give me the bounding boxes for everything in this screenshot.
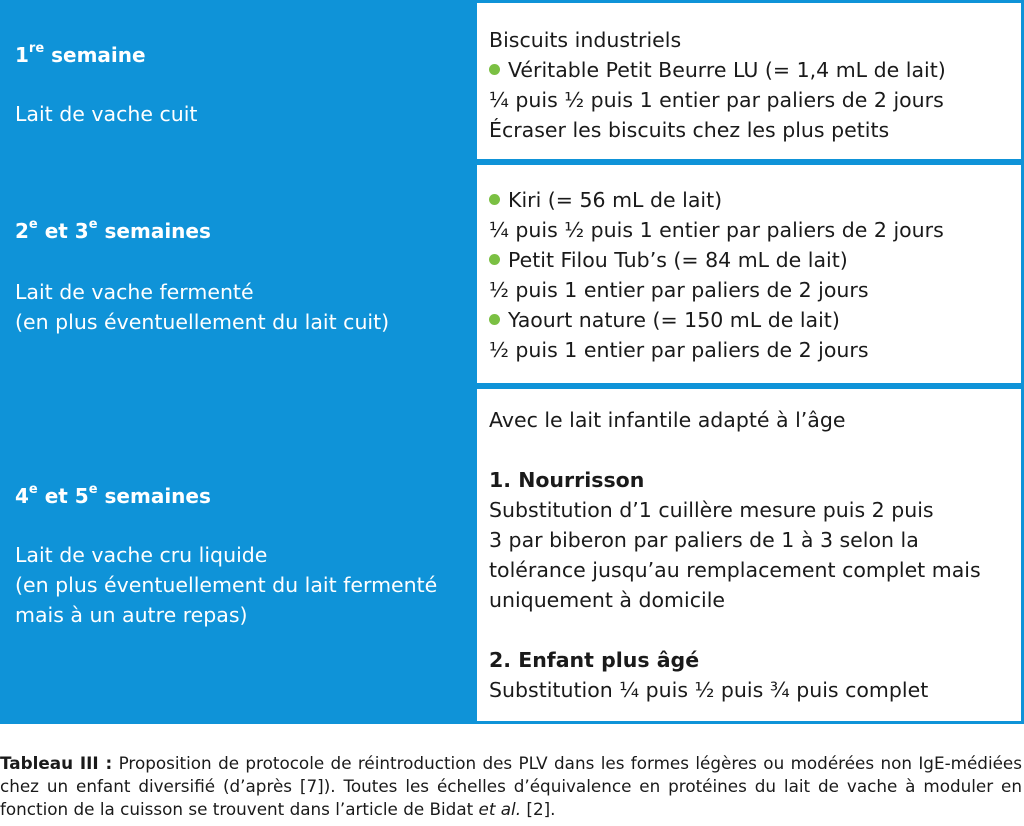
week-number: 1 <box>15 43 29 67</box>
week-cell <box>0 389 472 724</box>
list-item: Kiri (= 56 mL de lait) <box>489 185 1021 215</box>
list-item: Véritable Petit Beurre LU (= 1,4 mL de lait) <box>489 55 1021 85</box>
food-cell <box>477 165 1021 383</box>
list-item: tolérance jusqu’au remplacement complet mais <box>489 558 981 582</box>
bullet-icon <box>489 194 500 205</box>
food-cell <box>477 3 1021 159</box>
table-row-week-1 <box>0 0 1024 162</box>
list-item: Écraser les biscuits chez les plus petits <box>489 118 890 142</box>
week-title: 4e et 5e semaines <box>15 482 211 508</box>
milk-type <box>15 99 197 129</box>
list-item: Substitution d’1 cuillère mesure puis 2 puis <box>489 498 934 522</box>
week-title <box>15 42 146 68</box>
week-cell <box>0 0 472 162</box>
list-item: Petit Filou Tub’s (= 84 mL de lait) <box>489 245 1021 275</box>
intro-text: Avec le lait infantile adapté à l’âge <box>489 408 846 432</box>
week-cell <box>0 165 472 386</box>
caption-label: Tableau III : <box>0 753 113 773</box>
week-title: 2e et 3e semaines <box>15 217 211 243</box>
table-row-weeks-4-5 <box>0 389 1024 724</box>
section-title-child: 2. Enfant plus âgé <box>489 648 700 672</box>
list-item: Substitution ¼ puis ½ puis ¾ puis complet <box>489 678 929 702</box>
table-caption <box>0 752 1022 821</box>
caption-italic: et al. <box>478 799 522 819</box>
list-item: ¼ puis ½ puis 1 entier par paliers de 2 jours <box>489 218 944 242</box>
milk-type-line: Lait de vache cuit <box>15 102 198 126</box>
list-item: Yaourt nature (= 150 mL de lait) <box>489 305 1021 335</box>
week-ordinal: re <box>28 41 45 57</box>
milk-type <box>15 277 389 337</box>
bullet-icon <box>489 64 500 75</box>
list-item: ¼ puis ½ puis 1 entier par paliers de 2 jours <box>489 88 944 112</box>
food-cell <box>477 389 1021 721</box>
milk-type-line: Lait de vache cru liquide <box>15 543 268 567</box>
list-item: uniquement à domicile <box>489 588 726 612</box>
milk-type-line: Lait de vache fermenté <box>15 280 254 304</box>
caption-text: Proposition de protocole de réintroduction des PLV dans les formes légères ou modérées non IgE-médiées chez un enfant diversifié (d’après [7]). Toutes les échelles d’équivalence en protéines du lait de vache à moduler en fonction de la cuisson se trouvent dans l’article de Bidat <box>0 753 1022 819</box>
milk-type-line: (en plus éventuellement du lait fermenté <box>15 573 438 597</box>
milk-type <box>15 540 437 630</box>
milk-type-line: (en plus éventuellement du lait cuit) <box>15 310 390 334</box>
bullet-icon <box>489 254 500 265</box>
table-row-weeks-2-3 <box>0 165 1024 386</box>
list-item: ½ puis 1 entier par paliers de 2 jours <box>489 338 869 362</box>
week-label: semaine <box>44 43 146 67</box>
milk-type-line: mais à un autre repas) <box>15 603 248 627</box>
section-title-infant: 1. Nourrisson <box>489 468 645 492</box>
list-item: ½ puis 1 entier par paliers de 2 jours <box>489 278 869 302</box>
list-item: Biscuits industriels <box>489 28 682 52</box>
caption-text-end: [2]. <box>521 799 556 819</box>
list-item: 3 par biberon par paliers de 1 à 3 selon la <box>489 528 919 552</box>
bullet-icon <box>489 314 500 325</box>
